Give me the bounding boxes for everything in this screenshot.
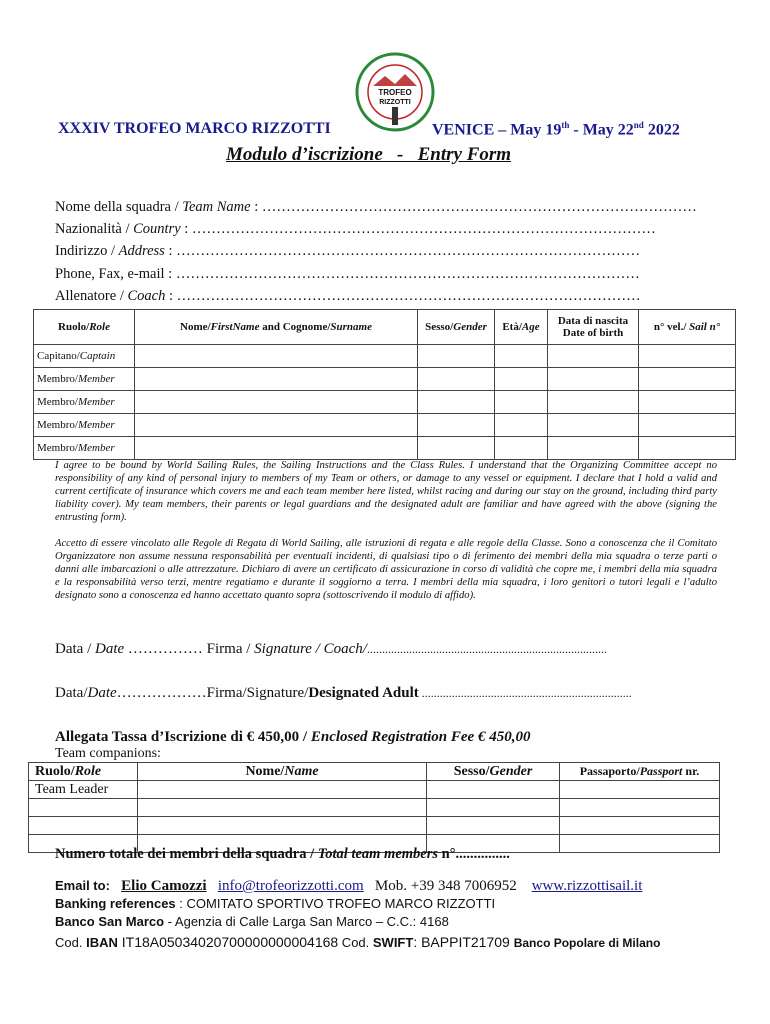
signature-coach-line[interactable]: Data / Date …………… Firma / Signature / Coach/................................................................................: [55, 641, 607, 657]
companions-table: [28, 762, 720, 853]
total-members: Numero totale dei membri della squadra / Total team members n°...............: [55, 846, 510, 862]
col-passport: Passaporto/Passport nr.: [560, 763, 720, 781]
iban-swift: Cod. IBAN IT18A05034020700000000004168 Cod. SWIFT: BAPPIT21709 Banco Popolare di Milano: [55, 934, 661, 950]
role-cell: Membro/Member: [34, 368, 135, 391]
table-row: [34, 368, 736, 391]
trofeo-rizzotti-logo: [355, 52, 435, 132]
phone-field[interactable]: Phone, Fax, e-mail : ……………………………………………………………………………………: [55, 266, 640, 282]
country-field[interactable]: Nazionalità / Country : ……………………………………………………………………………………: [55, 221, 656, 237]
contact-line: [55, 878, 642, 895]
table-row: [34, 414, 736, 437]
col-role: Ruolo/Role: [29, 763, 138, 781]
col-role: Ruolo/Role: [34, 310, 135, 345]
team-companions-label: Team companions:: [55, 746, 161, 761]
table-row: [29, 781, 720, 799]
col-name: Nome/Name: [138, 763, 427, 781]
col-gender: Sesso/Gender: [418, 310, 495, 345]
declaration-english: I agree to be bound by World Sailing Rules, the Sailing Instructions and the Class Rules. I understand that the Organizing Committee accept no responsibility of any kind of personal injury to members of my Team or others, or damage to any vessel or equipment. I declare that I hold a valid and current certificate of insurance which covers me and each team member here listed, whilst racing and during our stay on the ground, including third party liability cover). My team members, their parents or legal guardians and the designated adult are familiar and have agreed with the above (signing the entrusting form).: [55, 460, 717, 523]
role-cell: Membro/Member: [34, 414, 135, 437]
table-row: [34, 345, 736, 368]
email-link[interactable]: info@trofeorizzotti.com: [217, 878, 364, 894]
website-link[interactable]: www.rizzottisail.it: [531, 878, 643, 894]
col-dob: Data di nascita Date of birth: [548, 310, 639, 345]
role-cell: Capitano/Captain: [34, 345, 135, 368]
col-name: Nome/FirstName and Cognome/Surname: [135, 310, 418, 345]
role-cell: Membro/Member: [34, 391, 135, 414]
table-row: [34, 391, 736, 414]
form-title: Modulo d’iscrizione - Entry Form: [226, 144, 512, 165]
role-cell: Team Leader: [29, 781, 138, 799]
table-row: [29, 817, 720, 835]
signature-adult-line[interactable]: Data/Date………………Firma/Signature/Designated Adult ......................................................................: [55, 685, 632, 701]
table-row: [29, 799, 720, 817]
contact-name: Elio Camozzi: [121, 878, 207, 894]
bank-branch: Banco San Marco - Agenzia di Calle Larga San Marco – C.C.: 4168: [55, 914, 449, 929]
banking-references: Banking references : COMITATO SPORTIVO TROFEO MARCO RIZZOTTI: [55, 896, 496, 911]
col-age: Età/Age: [495, 310, 548, 345]
crew-table: [33, 309, 736, 460]
svg-text:TROFEO: TROFEO: [378, 88, 412, 97]
svg-text:RIZZOTTI: RIZZOTTI: [379, 99, 411, 106]
coach-field[interactable]: Allenatore / Coach : ……………………………………………………………………………………: [55, 288, 641, 304]
mobile-number: Mob. +39 348 7006952: [374, 878, 517, 894]
address-field[interactable]: Indirizzo / Address : ……………………………………………………………………………………: [55, 243, 641, 259]
role-cell: Membro/Member: [34, 437, 135, 460]
team-name-field[interactable]: Nome della squadra / Team Name : ………………………………………………………………………………: [55, 199, 697, 215]
venue-dates: VENICE – May 19th - May 22nd 2022: [432, 120, 680, 139]
declaration-italian: Accetto di essere vincolato alle Regole di Regata di World Sailing, alle istruzioni di regata e alle regole della Classe. Sono a conoscenza che il Comitato Organizzatore non assume nessuna responsabilità per eventuali incidenti, di qualsiasi tipo o di ferimento dei membri della mia squadra o terze parti o danni alle imbarcazioni o alle attrezzature. Dichiaro di avere un certificato di assicurazione in corso di validità che copre me, i membri della mia squadra e la responsabilità verso terzi, mentre regatiamo e durante il soggiorno a terra. I membri della mia squadra, i loro genitori o tutori legali e l’adulto designato sono a conoscenza ed hanno accettato quanto sopra (sottoscrivendo il modulo di affido).: [55, 538, 717, 601]
col-gender: Sesso/Gender: [427, 763, 560, 781]
registration-fee: Allegata Tassa d’Iscrizione di € 450,00 / Enclosed Registration Fee € 450,00: [55, 729, 531, 745]
table-row: [34, 437, 736, 460]
event-name: XXXIV TROFEO MARCO RIZZOTTI: [58, 120, 331, 137]
email-label: Email to:: [55, 878, 110, 893]
col-sail: n° vel./ Sail n°: [639, 310, 736, 345]
